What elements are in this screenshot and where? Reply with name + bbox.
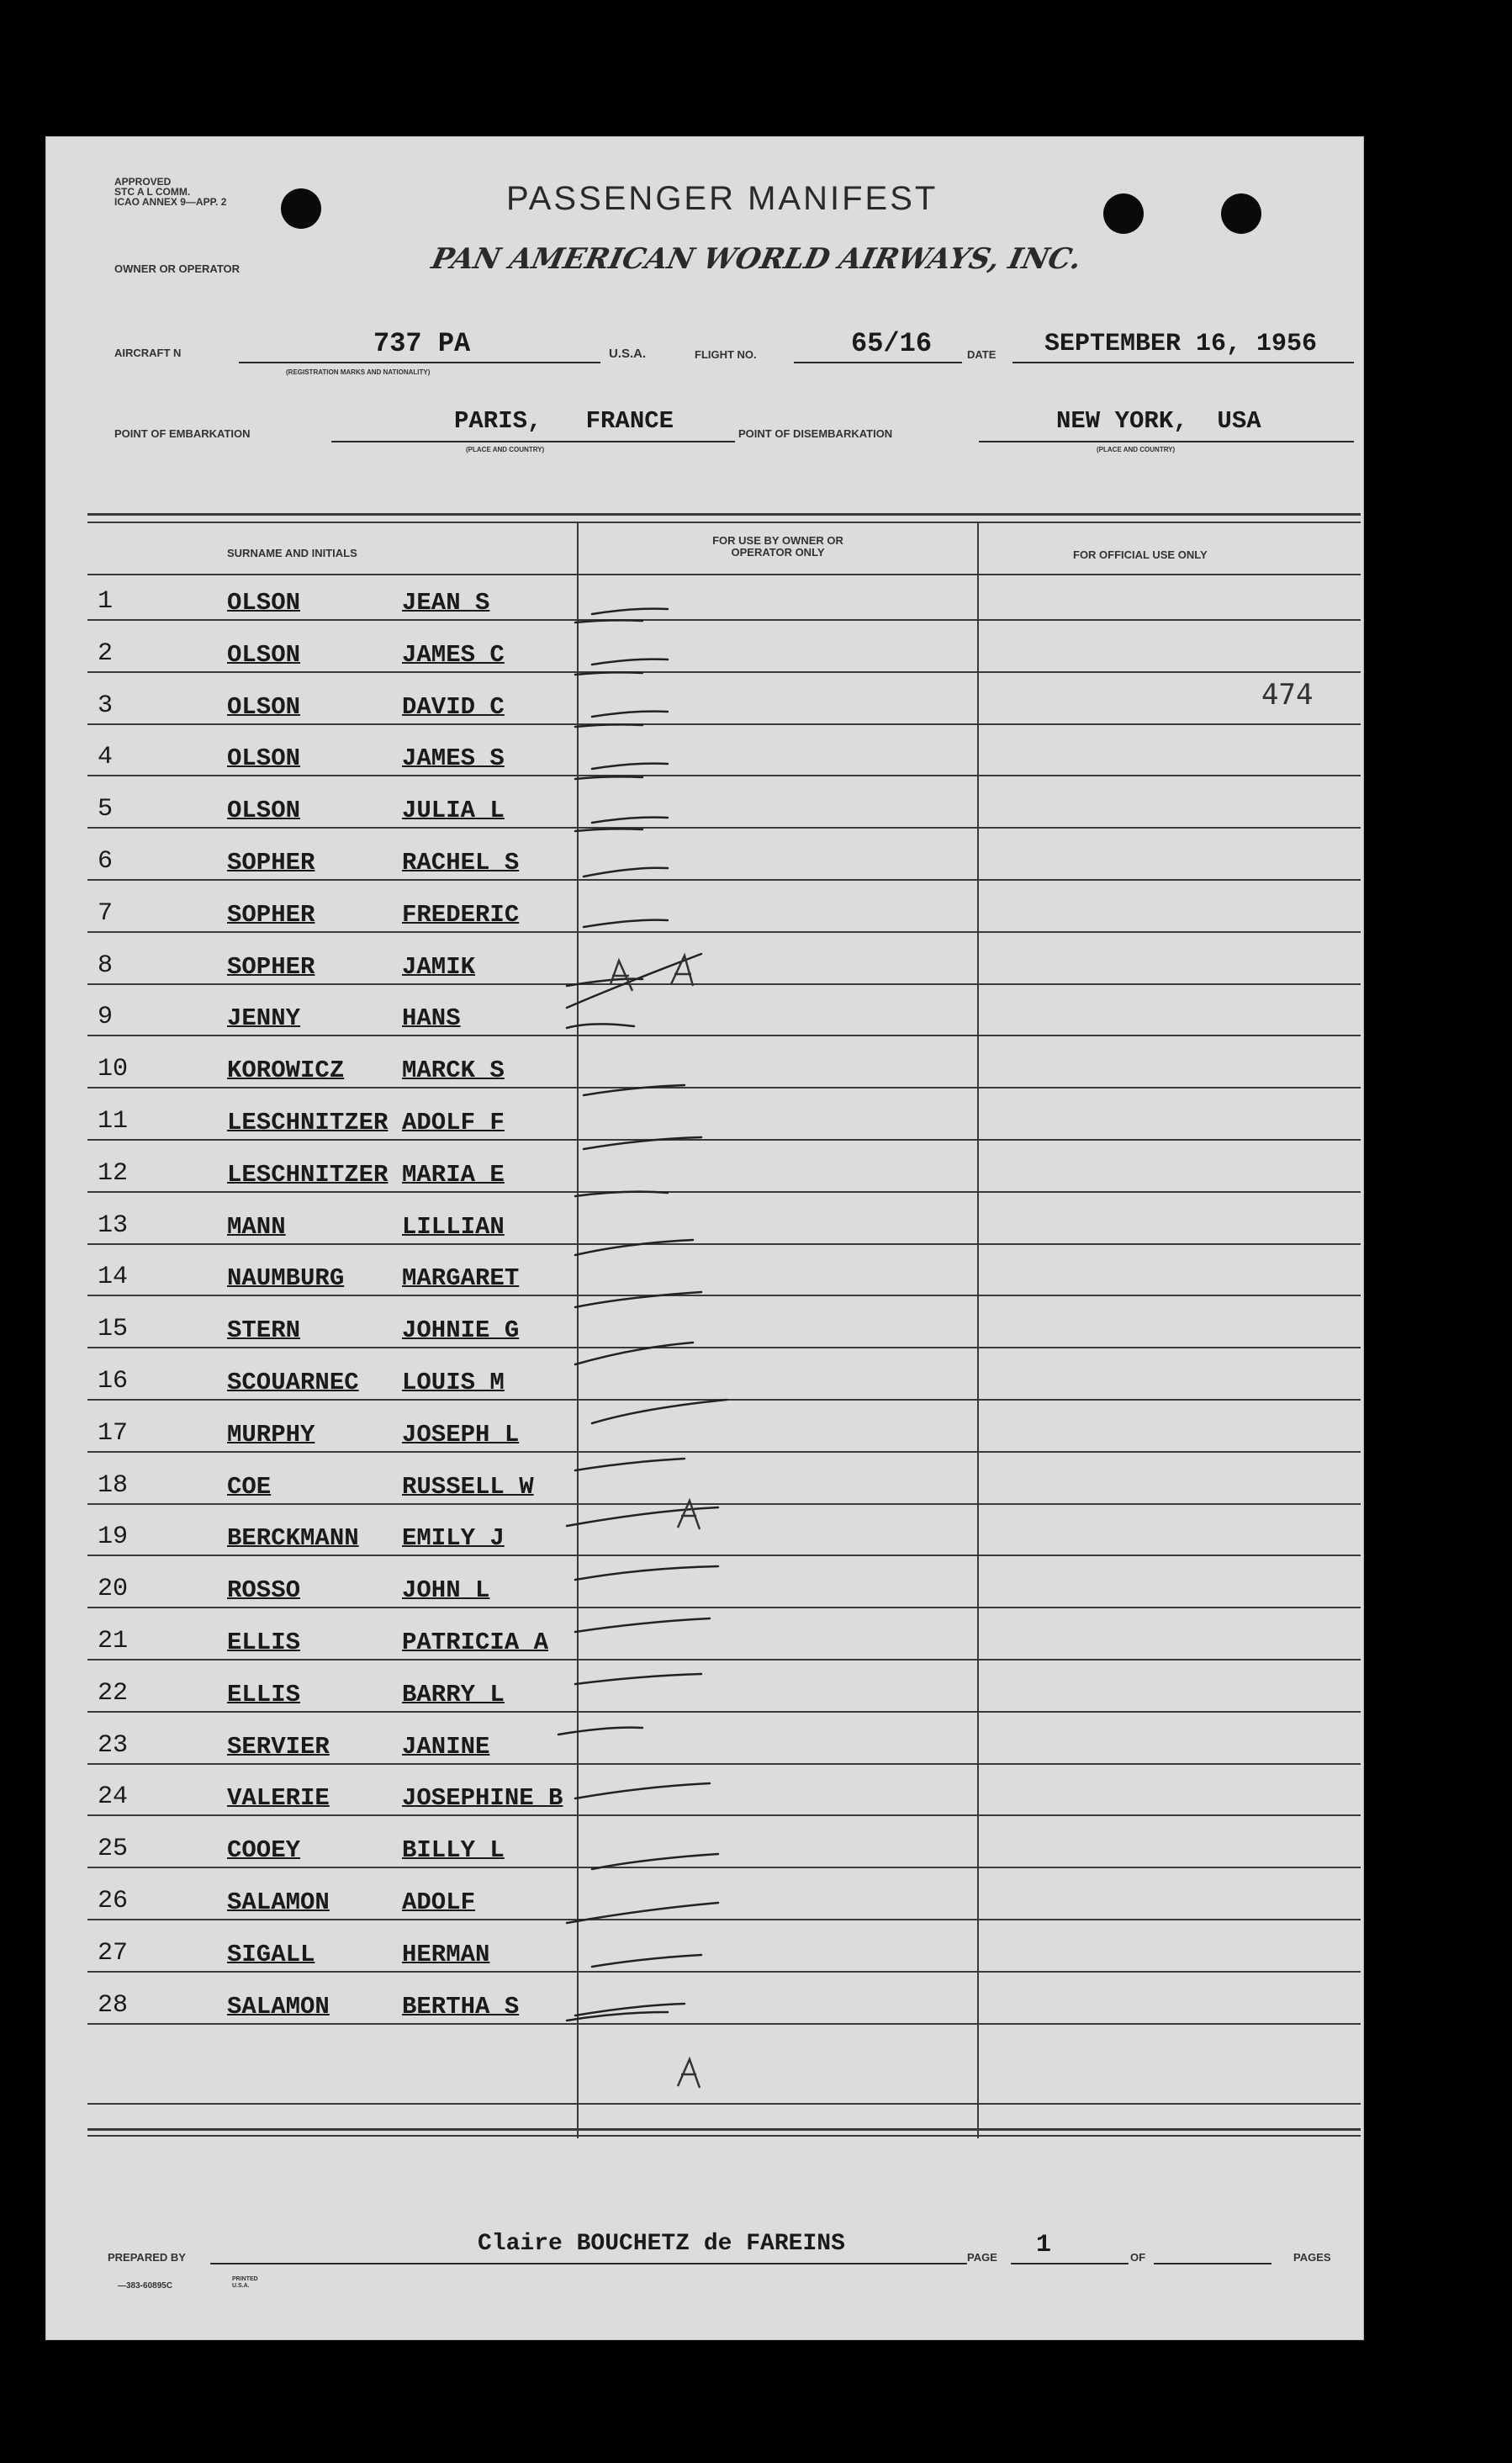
passenger-given-names: JAMES C: [402, 641, 505, 669]
row-number: 14: [98, 1263, 129, 1291]
passenger-surname: VALERIE: [227, 1784, 330, 1812]
row-number: 15: [98, 1315, 129, 1343]
row-number: 11: [98, 1107, 129, 1136]
passenger-given-names: LOUIS M: [402, 1369, 505, 1396]
passenger-given-names: RUSSELL W: [402, 1473, 534, 1501]
embarkation-value: PARIS, FRANCE: [454, 407, 674, 435]
punch-hole: [281, 188, 321, 229]
passenger-given-names: MARIA E: [402, 1161, 505, 1189]
embarkation-caption: (PLACE AND COUNTRY): [466, 446, 545, 453]
owner-label: OWNER OR OPERATOR: [114, 262, 241, 275]
form-code: —383-60895C: [118, 2281, 173, 2291]
row-number: 6: [98, 847, 114, 876]
row-number: 9: [98, 1003, 114, 1031]
passenger-surname: ELLIS: [227, 1681, 301, 1708]
passenger-given-names: LILLIAN: [402, 1213, 505, 1241]
row-number: 27: [98, 1939, 129, 1968]
aircraft-country: U.S.A.: [609, 347, 647, 361]
page-underline: [1011, 2263, 1129, 2264]
stamp-line-1: APPROVED: [114, 176, 172, 188]
disembarkation-caption: (PLACE AND COUNTRY): [1097, 446, 1176, 453]
passenger-surname: SALAMON: [227, 1888, 330, 1916]
embarkation-underline: [331, 441, 735, 442]
page-title: PASSENGER MANIFEST: [506, 180, 938, 217]
passenger-surname: KOROWICZ: [227, 1057, 345, 1084]
passenger-given-names: FREDERIC: [402, 901, 520, 929]
disembarkation-underline: [979, 441, 1354, 442]
passenger-surname: BERCKMANN: [227, 1524, 359, 1552]
passenger-given-names: PATRICIA A: [402, 1629, 549, 1656]
row-number: 17: [98, 1419, 129, 1448]
row-number: 10: [98, 1055, 129, 1083]
row-number: 8: [98, 951, 114, 980]
row-number: 28: [98, 1991, 129, 2020]
row-number: 12: [98, 1159, 129, 1188]
row-number: 24: [98, 1782, 129, 1811]
passenger-given-names: JAMIK: [402, 953, 476, 981]
passenger-surname: SALAMON: [227, 1993, 330, 2021]
passenger-given-names: JULIA L: [402, 797, 505, 824]
row-number: 5: [98, 795, 114, 824]
passenger-surname: SOPHER: [227, 849, 315, 877]
column-header-owner: FOR USE BY OWNER OR OPERATOR ONLY: [712, 534, 843, 559]
prepared-by-underline: [210, 2263, 967, 2264]
passenger-given-names: BERTHA S: [402, 1993, 520, 2021]
row-number: 2: [98, 639, 114, 668]
punch-hole: [1103, 193, 1144, 234]
passenger-given-names: JOHN L: [402, 1576, 490, 1604]
official-note: 474: [1261, 678, 1314, 712]
passenger-surname: MURPHY: [227, 1421, 315, 1449]
printer-mark: PRINTED U.S.A.: [232, 2276, 258, 2289]
handwritten-tick-marks: [516, 591, 802, 2172]
row-number: 13: [98, 1211, 129, 1240]
prepared-by-value: Claire BOUCHETZ de FAREINS: [478, 2231, 845, 2257]
row-number: 23: [98, 1731, 129, 1760]
of-underline: [1154, 2263, 1271, 2264]
passenger-given-names: ADOLF F: [402, 1109, 505, 1136]
row-number: 26: [98, 1887, 129, 1915]
aircraft-label: AIRCRAFT N: [114, 347, 182, 359]
disembarkation-label: POINT OF DISEMBARKATION: [738, 427, 893, 440]
passenger-surname: OLSON: [227, 589, 301, 617]
page-value: 1: [1036, 2231, 1052, 2259]
row-number: 3: [98, 691, 114, 720]
airline-name: PAN AMERICAN WORLD AIRWAYS, INC.: [428, 242, 1085, 276]
passenger-given-names: HERMAN: [402, 1941, 490, 1968]
stamp-line-2: STC A L COMM.: [114, 186, 191, 198]
flight-value: 65/16: [851, 328, 933, 359]
header-bottom-rule: [87, 574, 1361, 575]
passenger-given-names: HANS: [402, 1004, 461, 1032]
column-header-names: SURNAME AND INITIALS: [227, 547, 357, 559]
row-number: 19: [98, 1523, 129, 1551]
disembarkation-value: NEW YORK, USA: [1056, 407, 1261, 435]
prepared-by-label: PREPARED BY: [108, 2251, 186, 2264]
passenger-surname: MANN: [227, 1213, 286, 1241]
passenger-surname: SOPHER: [227, 953, 315, 981]
date-underline: [1012, 362, 1354, 363]
column-divider-2: [977, 523, 979, 2138]
passenger-surname: OLSON: [227, 641, 301, 669]
aircraft-value: 737 PA: [373, 328, 471, 359]
passenger-surname: OLSON: [227, 744, 301, 772]
passenger-given-names: MARGARET: [402, 1264, 520, 1292]
row-number: 22: [98, 1679, 129, 1708]
manifest-sheet: [45, 136, 1364, 2340]
column-header-official: FOR OFFICIAL USE ONLY: [1073, 548, 1208, 561]
passenger-given-names: JOHNIE G: [402, 1316, 520, 1344]
row-number: 21: [98, 1627, 129, 1655]
passenger-surname: COE: [227, 1473, 272, 1501]
page-label: PAGE: [967, 2251, 997, 2264]
passenger-given-names: MARCK S: [402, 1057, 505, 1084]
passenger-given-names: EMILY J: [402, 1524, 505, 1552]
passenger-surname: COOEY: [227, 1836, 301, 1864]
table-top-rule: [87, 513, 1361, 516]
passenger-surname: SCOUARNEC: [227, 1369, 359, 1396]
date-value: SEPTEMBER 16, 1956: [1044, 330, 1318, 358]
passenger-surname: ELLIS: [227, 1629, 301, 1656]
row-number: 4: [98, 743, 114, 771]
aircraft-underline: [239, 362, 600, 363]
flight-label: FLIGHT NO.: [695, 348, 757, 361]
passenger-surname: ROSSO: [227, 1576, 301, 1604]
passenger-surname: SIGALL: [227, 1941, 315, 1968]
passenger-surname: OLSON: [227, 797, 301, 824]
row-number: 1: [98, 587, 114, 616]
punch-hole: [1221, 193, 1261, 234]
passenger-surname: STERN: [227, 1316, 301, 1344]
of-label: OF: [1130, 2251, 1146, 2264]
passenger-surname: LESCHNITZER: [227, 1109, 389, 1136]
row-number: 25: [98, 1835, 129, 1863]
passenger-surname: OLSON: [227, 693, 301, 721]
table-top-rule-2: [87, 522, 1361, 523]
row-number: 20: [98, 1575, 129, 1603]
passenger-given-names: RACHEL S: [402, 849, 520, 877]
embarkation-label: POINT OF EMBARKATION: [114, 427, 251, 440]
stamp-line-3: ICAO ANNEX 9—APP. 2: [114, 196, 227, 208]
approval-stamp: [114, 177, 226, 207]
pages-label: PAGES: [1293, 2251, 1331, 2264]
row-number: 16: [98, 1367, 129, 1396]
passenger-given-names: JOSEPHINE B: [402, 1784, 563, 1812]
passenger-given-names: BARRY L: [402, 1681, 505, 1708]
passenger-given-names: ADOLF: [402, 1888, 476, 1916]
flight-underline: [794, 362, 962, 363]
passenger-given-names: JEAN S: [402, 589, 490, 617]
passenger-given-names: DAVID C: [402, 693, 505, 721]
passenger-given-names: JAMES S: [402, 744, 505, 772]
row-number: 18: [98, 1471, 129, 1500]
passenger-surname: NAUMBURG: [227, 1264, 345, 1292]
aircraft-caption: (REGISTRATION MARKS AND NATIONALITY): [286, 368, 431, 376]
date-label: DATE: [967, 348, 997, 361]
passenger-surname: JENNY: [227, 1004, 301, 1032]
row-number: 7: [98, 899, 114, 928]
passenger-surname: SERVIER: [227, 1733, 330, 1761]
passenger-given-names: JANINE: [402, 1733, 490, 1761]
passenger-surname: SOPHER: [227, 901, 315, 929]
passenger-given-names: BILLY L: [402, 1836, 505, 1864]
passenger-given-names: JOSEPH L: [402, 1421, 520, 1449]
passenger-surname: LESCHNITZER: [227, 1161, 389, 1189]
